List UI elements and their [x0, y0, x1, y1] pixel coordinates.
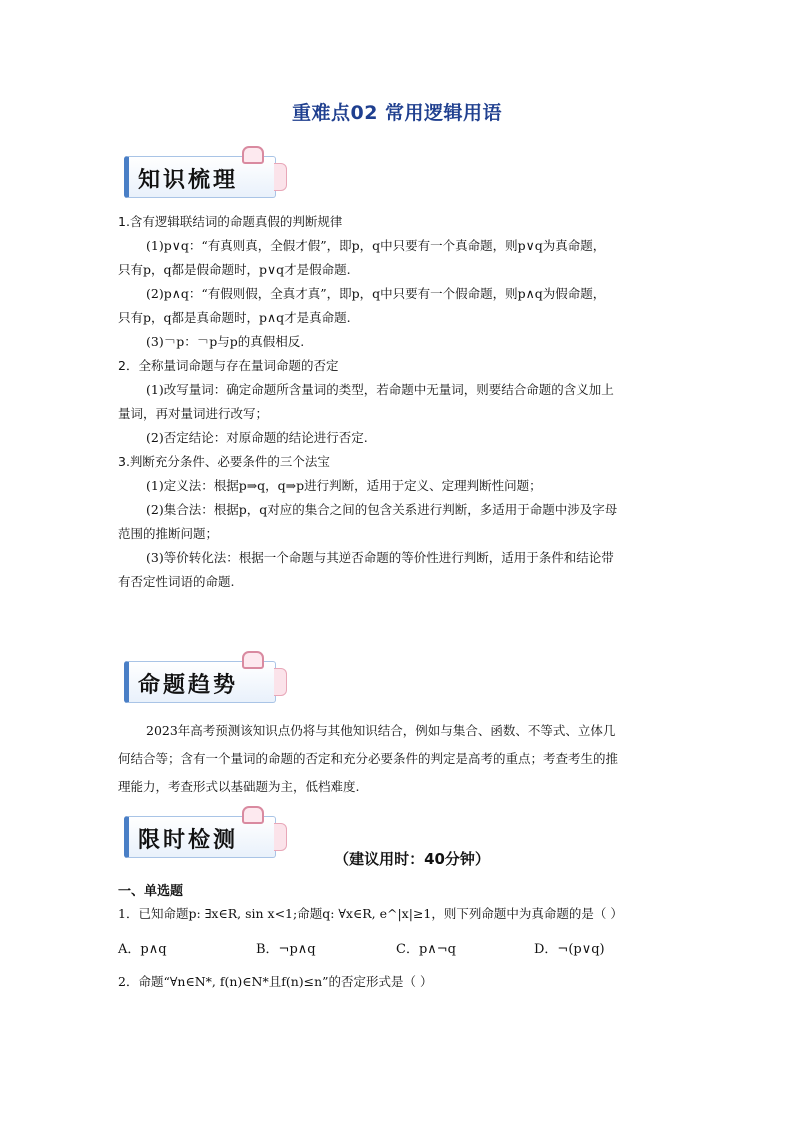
- knowledge-body: [118, 210, 678, 594]
- time-note: （建议用时：40分钟）: [334, 850, 490, 868]
- paragraph: 只有p，q都是真命题时，p∧q才是真命题.: [118, 310, 351, 325]
- section-title: 知识梳理: [138, 167, 239, 193]
- option-d[interactable]: D．¬(p∨q): [534, 942, 605, 957]
- paragraph: (2)集合法：根据p，q对应的集合之间的包含关系进行判断，多适用于命题中涉及字母: [146, 502, 618, 517]
- paragraph: 理能力，考查形式以基础题为主，低档难度.: [118, 779, 360, 794]
- question-2: 2．命题“∀n∈N*, f(n)∈N*且f(n)≤n”的否定形式是（ ）: [118, 974, 433, 989]
- paragraph: (3)等价转化法：根据一个命题与其逆否命题的等价性进行判断，适用于条件和结论带: [146, 550, 614, 565]
- question-1: 1．已知命题p: ∃x∈R, sin x<1;命题q: ∀x∈R, e^|x|≥1，则下列命题中为真命题的是（ ）: [118, 906, 623, 921]
- paperclip-icon: [242, 651, 264, 669]
- paragraph: (1)改写量词：确定命题所含量词的类型，若命题中无量词，则要结合命题的含义加上: [146, 382, 614, 397]
- paragraph: 有否定性词语的命题.: [118, 574, 235, 589]
- heading: 3.判断充分条件、必要条件的三个法宝: [118, 454, 330, 469]
- paragraph: 2023年高考预测该知识点仍将与其他知识结合，例如与集合、函数、不等式、立体几: [146, 723, 616, 738]
- heading: 1.含有逻辑联结词的命题真假的判断规律: [118, 214, 343, 229]
- page-title: 重难点02 常用逻辑用语: [291, 102, 503, 124]
- option-a[interactable]: A．p∧q: [118, 942, 167, 957]
- heading: 2．全称量词命题与存在量词命题的否定: [118, 358, 339, 373]
- paragraph: (1)p∨q：“有真则真，全假才假”，即p，q中只要有一个真命题，则p∨q为真命题，: [146, 238, 606, 253]
- paragraph: (2)p∧q：“有假则假，全真才真”，即p，q中只要有一个假命题，则p∧q为假命题，: [146, 286, 606, 301]
- section-title: 命题趋势: [138, 672, 239, 698]
- paragraph: (3)￢p：￢p与p的真假相反.: [146, 334, 305, 349]
- paragraph: 只有p，q都是假命题时，p∨q才是假命题.: [118, 262, 351, 277]
- paperclip-icon: [242, 806, 264, 824]
- paragraph: (2)否定结论：对原命题的结论进行否定.: [146, 430, 368, 445]
- paragraph: 范围的推断问题；: [118, 526, 219, 541]
- option-b[interactable]: B．¬p∧q: [256, 942, 316, 957]
- section-title: 限时检测: [138, 827, 239, 853]
- question-group: 一、单选题: [118, 884, 184, 899]
- section-banner-knowledge: [118, 150, 278, 198]
- section-banner-trend: [118, 655, 278, 703]
- paragraph: 何结合等；含有一个量词的命题的否定和充分必要条件的判定是高考的重点；考查考生的推: [118, 751, 619, 766]
- trend-body: [118, 717, 678, 801]
- paragraph: 量词，再对量词进行改写；: [118, 406, 269, 421]
- paperclip-icon: [242, 146, 264, 164]
- paragraph: (1)定义法：根据p⇒q，q⇒p进行判断，适用于定义、定理判断性问题；: [146, 478, 542, 493]
- option-c[interactable]: C．p∧¬q: [396, 942, 456, 957]
